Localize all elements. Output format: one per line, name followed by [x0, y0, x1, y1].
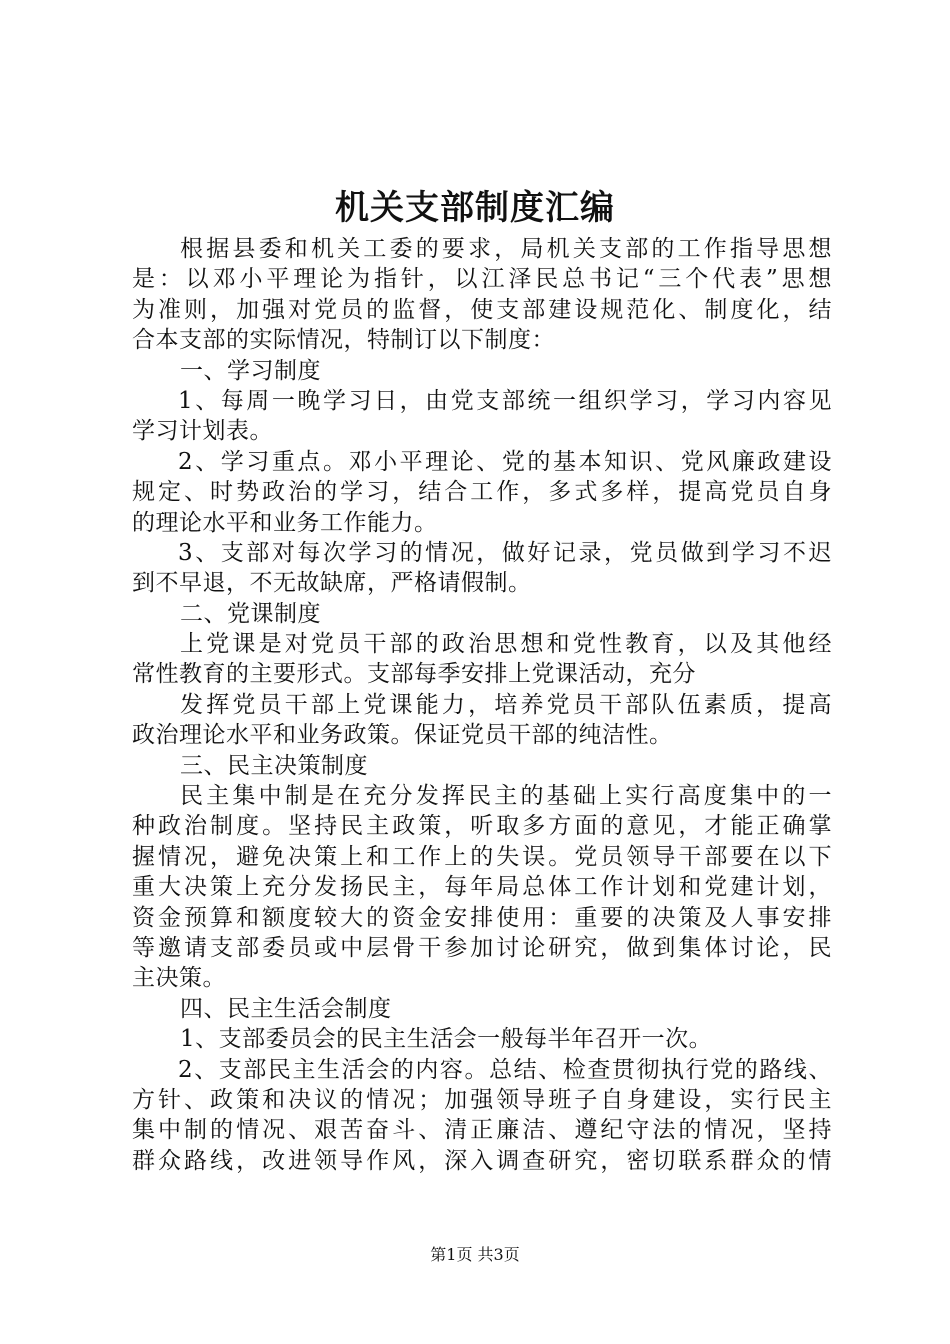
paragraph-line: 2、支部民主生活会的内容。总结、检查贯彻执行党的路线、 [178, 1056, 832, 1083]
paragraph-line: 种政治制度。坚持民主政策，听取多方面的意见，才能正确掌 [132, 813, 832, 840]
paragraph-line: 群众路线，改进领导作风，深入调查研究，密切联系群众的情 [132, 1147, 832, 1174]
paragraph-line: 上党课是对党员干部的政治思想和党性教育，以及其他经 [180, 631, 832, 658]
paragraph-line: 发挥党员干部上党课能力，培养党员干部队伍素质，提高 [180, 691, 832, 718]
paragraph-line: 政治理论水平和业务政策。保证党员干部的纯洁性。 [132, 722, 673, 749]
paragraph-line: 为准则，加强对党员的监督，使支部建设规范化、制度化，结 [132, 296, 832, 323]
paragraph-line: 民主集中制是在充分发挥民主的基础上实行高度集中的一 [180, 783, 832, 810]
paragraph-line: 是：以邓小平理论为指针，以江泽民总书记“三个代表”思想 [132, 266, 832, 293]
paragraph-line: 的理论水平和业务工作能力。 [132, 509, 438, 536]
section-heading: 四、民主生活会制度 [180, 995, 392, 1022]
paragraph-line: 集中制的情况、艰苦奋斗、清正廉洁、遵纪守法的情况，坚持 [132, 1117, 832, 1144]
paragraph-line: 规定、时势政治的学习，结合工作，多式多样，提高党员自身 [132, 479, 832, 506]
paragraph-line: 常性教育的主要形式。支部每季安排上党课活动，充分 [132, 661, 696, 688]
paragraph-line: 等邀请支部委员或中层骨干参加讨论研究，做到集体讨论，民 [132, 934, 832, 961]
paragraph-line: 学习计划表。 [132, 418, 273, 445]
paragraph-line: 3、支部对每次学习的情况，做好记录，党员做到学习不迟 [178, 539, 832, 566]
document-body [132, 234, 832, 1176]
paragraph-line: 1、支部委员会的民主生活会一般每半年召开一次。 [180, 1026, 713, 1053]
section-heading: 三、民主决策制度 [180, 752, 368, 779]
paragraph-line: 根据县委和机关工委的要求，局机关支部的工作指导思想 [180, 236, 832, 262]
document-title: 机关支部制度汇编 [335, 188, 615, 228]
section-heading: 一、学习制度 [180, 357, 321, 384]
paragraph-line: 合本支部的实际情况，特制订以下制度： [132, 327, 555, 354]
page-number-footer: 第1页 共3页 [430, 1245, 520, 1264]
paragraph-line: 重大决策上充分发扬民主，每年局总体工作计划和党建计划， [132, 874, 832, 901]
paragraph-line: 到不早退，不无故缺席，严格请假制。 [132, 570, 532, 597]
paragraph-line: 2、学习重点。邓小平理论、党的基本知识、党风廉政建设 [178, 448, 832, 475]
paragraph-line: 主决策。 [132, 965, 226, 992]
paragraph-line: 方针、政策和决议的情况；加强领导班子自身建设，实行民主 [132, 1086, 832, 1113]
paragraph-line: 握情况，避免决策上和工作上的失误。党员领导干部要在以下 [132, 843, 832, 870]
paragraph-line: 1、每周一晚学习日，由党支部统一组织学习，学习内容见 [178, 387, 832, 414]
paragraph-line: 资金预算和额度较大的资金安排使用：重要的决策及人事安排 [132, 904, 832, 931]
section-heading: 二、党课制度 [180, 600, 321, 627]
